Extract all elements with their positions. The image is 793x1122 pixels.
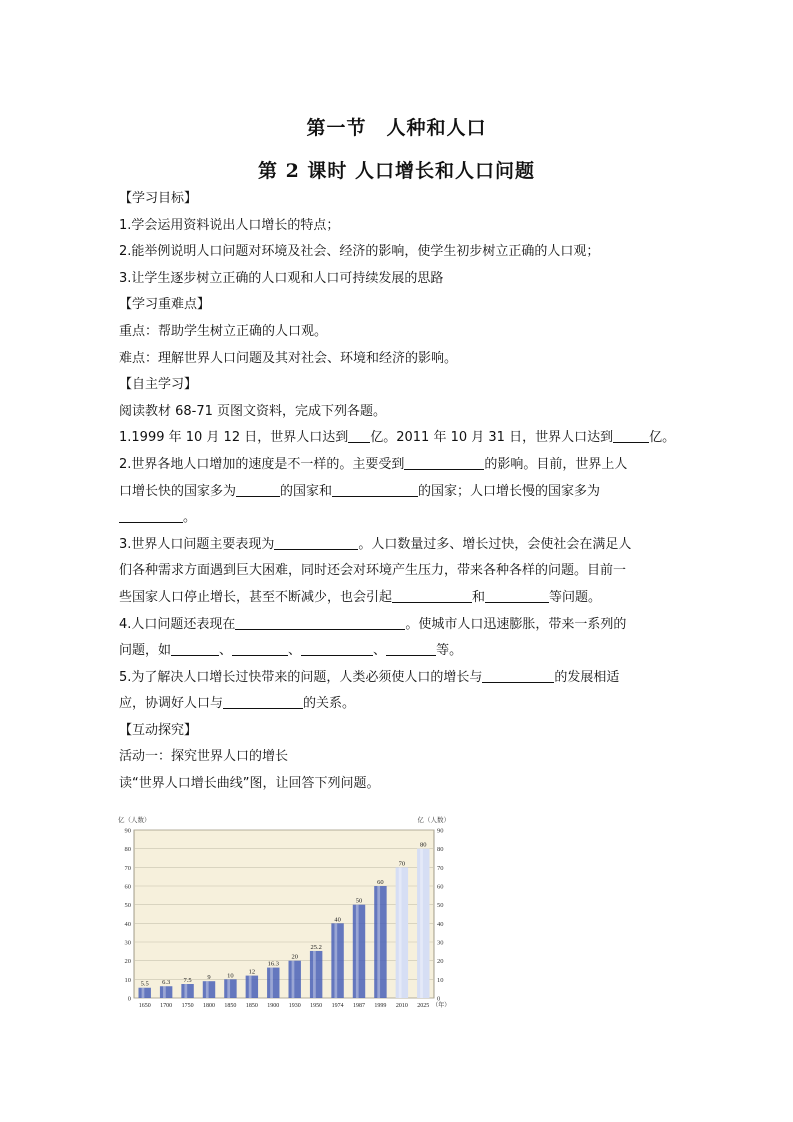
question-text: 的国家；人口增长慢的国家多为 — [418, 483, 601, 499]
answer-blank[interactable] — [171, 639, 219, 656]
bar — [417, 849, 429, 998]
bar — [246, 976, 258, 998]
question-3 — [119, 532, 679, 559]
y-tick-label-right: 30 — [437, 939, 444, 947]
question-text: 的关系。 — [303, 696, 356, 712]
bar-highlight — [142, 988, 145, 998]
y-tick-label-right: 20 — [437, 958, 444, 966]
bar-highlight — [163, 986, 166, 998]
answer-blank[interactable] — [332, 480, 418, 497]
chart-svg — [114, 810, 454, 1015]
question-text: 问题，如 — [119, 643, 172, 659]
y-tick-label-right: 90 — [437, 827, 444, 835]
bar-value-label: 20 — [291, 953, 298, 961]
bar-highlight — [313, 951, 316, 998]
question-text: 亿。 — [649, 430, 676, 446]
answer-blank[interactable] — [236, 480, 280, 497]
bar — [181, 984, 193, 998]
question-text: 、 — [288, 643, 302, 659]
goal-item: 1.学会运用资料说出人口增长的特点； — [119, 217, 340, 233]
bar — [203, 981, 215, 998]
goals-heading: 【学习目标】 — [119, 191, 198, 206]
y-tick-label-left: 90 — [124, 827, 131, 835]
bar — [331, 923, 343, 998]
answer-blank[interactable] — [301, 639, 373, 656]
key-point-difficulty: 难点：理解世界人口问题及其对社会、环境和经济的影响。 — [119, 350, 458, 366]
x-tick-label: 1987 — [353, 1003, 365, 1009]
bar-value-label: 5.5 — [140, 980, 149, 988]
x-tick-label: 1930 — [288, 1003, 301, 1009]
activity-instruction: 读“世界人口增长曲线”图，让回答下列问题。 — [119, 776, 380, 792]
y-tick-label-left: 30 — [124, 939, 131, 947]
explore-heading: 【互动探究】 — [119, 722, 198, 738]
x-axis-label: （年） — [432, 1003, 451, 1009]
goal-item: 3.让学生逐步树立正确的人口观和人口可持续发展的思路 — [119, 270, 444, 286]
bar-value-label: 9 — [207, 974, 211, 982]
x-tick-label: 2010 — [395, 1003, 408, 1009]
y-tick-label-right: 40 — [437, 920, 444, 928]
question-text: 1.1999 年 10 月 12 日，世界人口达到 — [119, 430, 349, 446]
bar-highlight — [420, 849, 423, 998]
y-tick-label-right: 10 — [437, 976, 444, 984]
question-text: 。 — [183, 510, 197, 526]
question-text: 、 — [219, 643, 233, 659]
x-tick-label: 1850 — [245, 1003, 258, 1009]
y-tick-label-right: 50 — [437, 902, 444, 910]
answer-blank[interactable] — [482, 666, 554, 683]
y-tick-label-left: 40 — [124, 920, 131, 928]
x-tick-label: 1900 — [267, 1003, 280, 1009]
x-tick-label: 1700 — [160, 1003, 173, 1009]
bar — [289, 961, 301, 998]
answer-blank[interactable] — [404, 453, 484, 470]
bar-highlight — [206, 981, 209, 998]
bar — [160, 986, 172, 998]
answer-blank[interactable] — [613, 426, 649, 443]
question-4 — [119, 612, 679, 639]
lesson-title: 第 2 课时 人口增长和人口问题 — [257, 160, 536, 182]
bar-highlight — [227, 979, 230, 998]
answer-blank[interactable] — [386, 639, 436, 656]
bar-value-label: 50 — [355, 897, 363, 905]
x-tick-label: 1650 — [138, 1003, 151, 1009]
question-text: 等。 — [436, 643, 463, 659]
bar — [310, 951, 322, 998]
bar-highlight — [377, 886, 380, 998]
y-tick-label-right: 0 — [437, 995, 441, 1003]
bar — [224, 979, 236, 998]
bar — [267, 968, 279, 998]
y-tick-label-left: 60 — [124, 883, 131, 891]
bar-value-label: 60 — [377, 879, 384, 886]
question-text: 的发展相适 — [554, 669, 620, 685]
question-text: 。使城市人口迅速膨胀，带来一系列的 — [405, 616, 627, 632]
question-text: 、 — [373, 643, 387, 659]
bar-highlight — [356, 905, 359, 998]
y-tick-label-left: 80 — [124, 846, 131, 854]
bar-value-label: 10 — [227, 972, 234, 980]
x-tick-label: 1974 — [331, 1003, 344, 1009]
question-text: 口增长快的国家多为 — [119, 483, 237, 499]
bar-highlight — [249, 976, 252, 998]
question-text: 。人口数量过多、增长过快，会使社会在满足人 — [358, 536, 632, 552]
goal-item: 2.能举例说明人口问题对环境及社会、经济的影响，使学生初步树立正确的人口观； — [119, 244, 600, 260]
question-text: 3.世界人口问题主要表现为 — [119, 536, 275, 552]
bar-highlight — [399, 867, 402, 998]
bar-value-label: 25.2 — [310, 943, 322, 951]
question-text: 5.为了解决人口增长过快带来的问题，人类必须使人口的增长与 — [119, 669, 483, 685]
x-tick-label: 1999 — [374, 1003, 387, 1009]
x-tick-label: 2025 — [417, 1003, 430, 1009]
answer-blank[interactable] — [348, 426, 370, 443]
plot-area — [134, 830, 434, 998]
key-points-heading: 【学习重难点】 — [119, 297, 211, 313]
bar — [396, 867, 408, 998]
y-tick-label-left: 20 — [124, 958, 131, 966]
answer-blank[interactable] — [392, 586, 472, 603]
question-text: 亿。2011 年 10 月 31 日，世界人口达到 — [370, 430, 614, 446]
question-text: 4.人口问题还表现在 — [119, 616, 236, 632]
question-text: 些国家人口停止增长，甚至不断减少，也会引起 — [119, 589, 393, 605]
bar-value-label: 7.5 — [183, 977, 192, 984]
y-tick-label-left: 10 — [124, 976, 131, 984]
answer-blank[interactable] — [223, 692, 303, 709]
question-text: 的国家和 — [280, 483, 333, 499]
question-text: 和 — [472, 589, 486, 605]
y-axis-label-left: 亿（人数） — [118, 817, 151, 824]
bar-highlight — [270, 968, 273, 998]
y-tick-label-right: 80 — [437, 846, 444, 854]
self-study-intro: 阅读教材 68-71 页图文资料，完成下列各题。 — [119, 403, 387, 419]
bar-highlight — [184, 984, 187, 998]
question-1 — [119, 425, 679, 452]
y-tick-label-right: 60 — [437, 883, 444, 891]
bar — [374, 886, 386, 998]
question-text: 的影响。目前，世界上人 — [484, 456, 628, 472]
bar-value-label: 12 — [248, 968, 256, 976]
bar — [139, 988, 151, 998]
y-axis-label-right: 亿（人数） — [417, 817, 450, 824]
answer-blank[interactable] — [485, 586, 549, 603]
bar — [353, 905, 365, 998]
question-5 — [119, 665, 679, 692]
bar-value-label: 80 — [420, 841, 427, 849]
answer-blank[interactable] — [119, 506, 183, 523]
x-tick-label: 1950 — [310, 1003, 323, 1009]
y-tick-label-left: 50 — [124, 902, 131, 910]
x-tick-label: 1750 — [181, 1003, 194, 1009]
self-study-heading: 【自主学习】 — [119, 377, 198, 393]
x-tick-label: 1800 — [203, 1003, 215, 1009]
bar-value-label: 40 — [334, 916, 341, 924]
key-point-focus: 重点：帮助学生树立正确的人口观。 — [119, 323, 328, 339]
question-text: 应，协调好人口与 — [119, 696, 224, 712]
worksheet-body — [119, 186, 679, 798]
y-tick-label-right: 70 — [437, 864, 444, 872]
question-text: 等问题。 — [549, 589, 602, 605]
question-2 — [119, 452, 679, 479]
activity-title: 活动一：探究世界人口的增长 — [119, 749, 289, 765]
y-tick-label-left: 0 — [127, 995, 131, 1003]
answer-blank[interactable] — [235, 613, 405, 630]
bar-value-label: 6.3 — [162, 979, 171, 987]
answer-blank[interactable] — [232, 639, 288, 656]
section-title: 第一节 人种和人口 — [306, 117, 487, 139]
y-tick-label-left: 70 — [124, 864, 131, 872]
bar-highlight — [292, 961, 295, 998]
bar-highlight — [334, 923, 337, 998]
answer-blank[interactable] — [274, 533, 358, 550]
population-bar-chart — [114, 810, 454, 1015]
question-text: 们各种需求方面遇到巨大困难，同时还会对环境产生压力，带来各种各样的问题。目前一 — [119, 563, 627, 579]
question-text: 2.世界各地人口增加的速度是不一样的。主要受到 — [119, 456, 405, 472]
bar-value-label: 70 — [398, 860, 406, 868]
bar-value-label: 16.3 — [267, 960, 279, 968]
x-tick-label: 1850 — [224, 1003, 237, 1009]
